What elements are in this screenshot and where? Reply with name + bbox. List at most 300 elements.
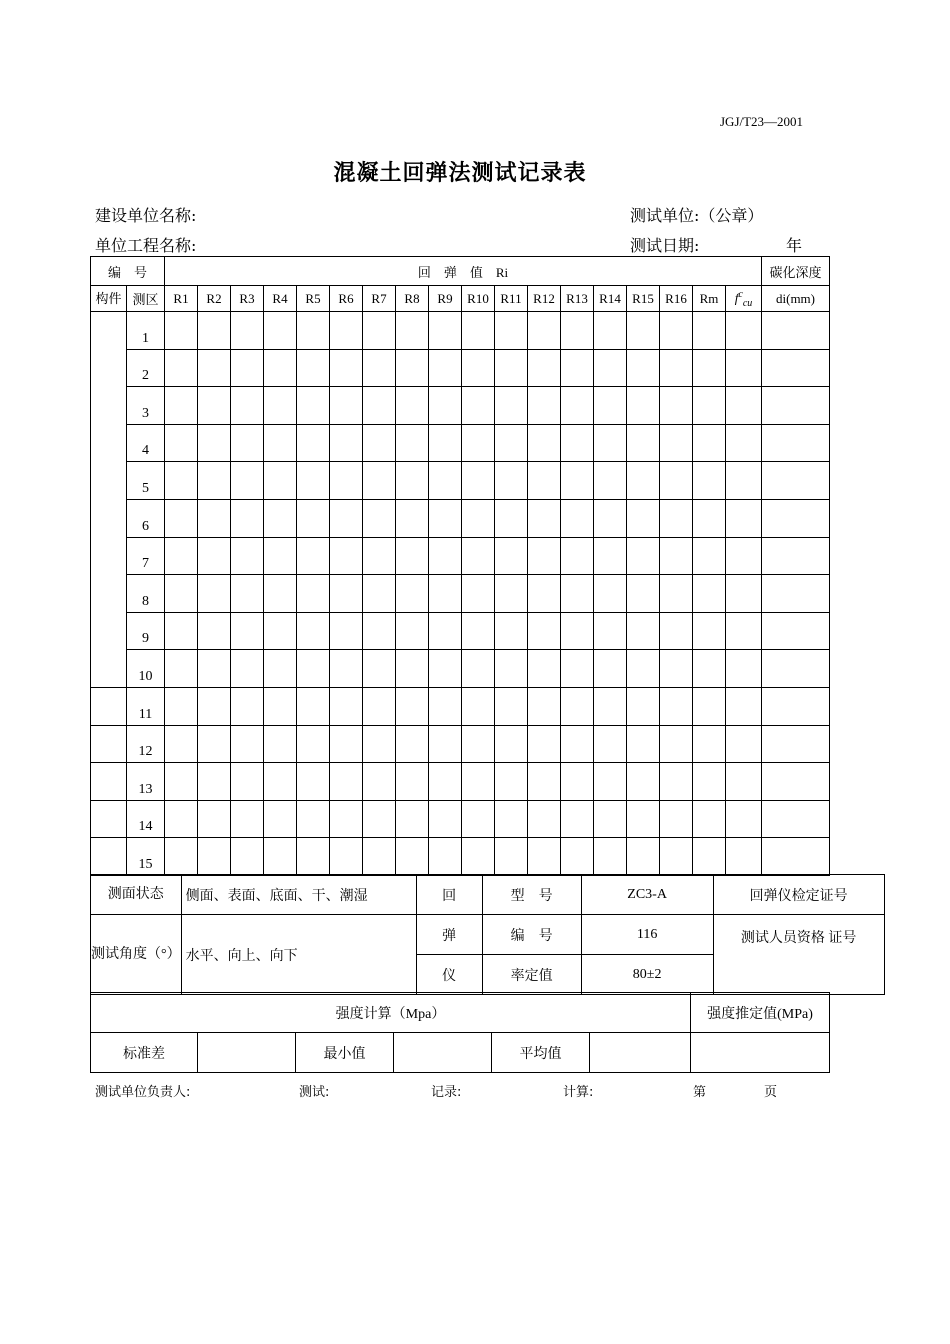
value-cell[interactable] bbox=[462, 499, 495, 537]
value-cell[interactable] bbox=[594, 499, 627, 537]
value-cell[interactable] bbox=[429, 763, 462, 801]
value-cell[interactable] bbox=[594, 387, 627, 425]
std-dev-value[interactable] bbox=[198, 1033, 296, 1073]
value-cell[interactable] bbox=[561, 424, 594, 462]
value-cell[interactable] bbox=[231, 687, 264, 725]
value-cell[interactable] bbox=[594, 838, 627, 876]
value-cell[interactable] bbox=[528, 499, 561, 537]
value-cell[interactable] bbox=[561, 725, 594, 763]
value-cell[interactable] bbox=[528, 349, 561, 387]
value-cell[interactable] bbox=[264, 800, 297, 838]
value-cell[interactable] bbox=[429, 687, 462, 725]
value-cell[interactable] bbox=[297, 424, 330, 462]
value-cell[interactable] bbox=[264, 537, 297, 575]
value-cell[interactable] bbox=[297, 650, 330, 688]
value-cell[interactable] bbox=[660, 800, 693, 838]
value-cell[interactable] bbox=[693, 838, 726, 876]
value-cell[interactable] bbox=[726, 387, 762, 425]
value-cell[interactable] bbox=[198, 838, 231, 876]
value-cell[interactable] bbox=[363, 424, 396, 462]
value-cell[interactable] bbox=[462, 725, 495, 763]
value-cell[interactable] bbox=[627, 725, 660, 763]
value-cell[interactable] bbox=[495, 575, 528, 613]
component-cell[interactable] bbox=[91, 763, 127, 801]
value-cell[interactable] bbox=[330, 800, 363, 838]
value-cell[interactable] bbox=[528, 537, 561, 575]
value-cell[interactable] bbox=[231, 499, 264, 537]
value-cell[interactable] bbox=[165, 725, 198, 763]
value-cell[interactable] bbox=[429, 462, 462, 500]
value-cell[interactable] bbox=[495, 537, 528, 575]
value-cell[interactable] bbox=[198, 387, 231, 425]
value-cell[interactable] bbox=[264, 763, 297, 801]
value-cell[interactable] bbox=[297, 575, 330, 613]
value-cell[interactable] bbox=[330, 650, 363, 688]
value-cell[interactable] bbox=[726, 763, 762, 801]
value-cell[interactable] bbox=[627, 462, 660, 500]
value-cell[interactable] bbox=[660, 763, 693, 801]
value-cell[interactable] bbox=[762, 763, 830, 801]
value-cell[interactable] bbox=[330, 499, 363, 537]
value-cell[interactable] bbox=[495, 612, 528, 650]
value-cell[interactable] bbox=[495, 725, 528, 763]
value-cell[interactable] bbox=[231, 387, 264, 425]
value-cell[interactable] bbox=[264, 687, 297, 725]
value-cell[interactable] bbox=[495, 312, 528, 350]
value-cell[interactable] bbox=[693, 349, 726, 387]
value-cell[interactable] bbox=[627, 537, 660, 575]
value-cell[interactable] bbox=[264, 349, 297, 387]
value-cell[interactable] bbox=[528, 687, 561, 725]
value-cell[interactable] bbox=[726, 424, 762, 462]
value-cell[interactable] bbox=[528, 387, 561, 425]
value-cell[interactable] bbox=[363, 763, 396, 801]
value-cell[interactable] bbox=[198, 349, 231, 387]
value-cell[interactable] bbox=[693, 499, 726, 537]
value-cell[interactable] bbox=[528, 763, 561, 801]
value-cell[interactable] bbox=[762, 312, 830, 350]
value-cell[interactable] bbox=[264, 725, 297, 763]
value-cell[interactable] bbox=[363, 387, 396, 425]
value-cell[interactable] bbox=[462, 462, 495, 500]
value-cell[interactable] bbox=[561, 838, 594, 876]
value-cell[interactable] bbox=[198, 462, 231, 500]
value-cell[interactable] bbox=[660, 349, 693, 387]
value-cell[interactable] bbox=[264, 499, 297, 537]
value-cell[interactable] bbox=[627, 800, 660, 838]
value-cell[interactable] bbox=[396, 349, 429, 387]
value-cell[interactable] bbox=[726, 349, 762, 387]
value-cell[interactable] bbox=[594, 725, 627, 763]
value-cell[interactable] bbox=[462, 763, 495, 801]
value-cell[interactable] bbox=[363, 838, 396, 876]
value-cell[interactable] bbox=[396, 800, 429, 838]
value-cell[interactable] bbox=[462, 575, 495, 613]
value-cell[interactable] bbox=[561, 763, 594, 801]
value-cell[interactable] bbox=[462, 650, 495, 688]
value-cell[interactable] bbox=[429, 499, 462, 537]
value-cell[interactable] bbox=[165, 424, 198, 462]
value-cell[interactable] bbox=[264, 612, 297, 650]
value-cell[interactable] bbox=[561, 387, 594, 425]
value-cell[interactable] bbox=[165, 612, 198, 650]
value-cell[interactable] bbox=[363, 650, 396, 688]
value-cell[interactable] bbox=[429, 349, 462, 387]
value-cell[interactable] bbox=[693, 763, 726, 801]
value-cell[interactable] bbox=[528, 800, 561, 838]
value-cell[interactable] bbox=[660, 387, 693, 425]
value-cell[interactable] bbox=[363, 575, 396, 613]
value-cell[interactable] bbox=[462, 312, 495, 350]
value-cell[interactable] bbox=[231, 763, 264, 801]
value-cell[interactable] bbox=[660, 537, 693, 575]
strength-estimate-value[interactable] bbox=[691, 1033, 830, 1073]
value-cell[interactable] bbox=[627, 612, 660, 650]
value-cell[interactable] bbox=[198, 499, 231, 537]
value-cell[interactable] bbox=[495, 424, 528, 462]
value-cell[interactable] bbox=[297, 612, 330, 650]
value-cell[interactable] bbox=[726, 725, 762, 763]
value-cell[interactable] bbox=[762, 499, 830, 537]
value-cell[interactable] bbox=[462, 424, 495, 462]
value-cell[interactable] bbox=[726, 499, 762, 537]
value-cell[interactable] bbox=[528, 838, 561, 876]
value-cell[interactable] bbox=[627, 499, 660, 537]
value-cell[interactable] bbox=[231, 462, 264, 500]
value-cell[interactable] bbox=[330, 349, 363, 387]
value-cell[interactable] bbox=[726, 537, 762, 575]
value-cell[interactable] bbox=[561, 499, 594, 537]
value-cell[interactable] bbox=[528, 312, 561, 350]
value-cell[interactable] bbox=[693, 687, 726, 725]
value-cell[interactable] bbox=[594, 462, 627, 500]
value-cell[interactable] bbox=[762, 462, 830, 500]
value-cell[interactable] bbox=[495, 499, 528, 537]
value-cell[interactable] bbox=[462, 537, 495, 575]
value-cell[interactable] bbox=[198, 687, 231, 725]
value-cell[interactable] bbox=[594, 763, 627, 801]
value-cell[interactable] bbox=[495, 763, 528, 801]
value-cell[interactable] bbox=[330, 725, 363, 763]
value-cell[interactable] bbox=[561, 575, 594, 613]
value-cell[interactable] bbox=[462, 612, 495, 650]
value-cell[interactable] bbox=[264, 462, 297, 500]
value-cell[interactable] bbox=[660, 575, 693, 613]
value-cell[interactable] bbox=[396, 687, 429, 725]
value-cell[interactable] bbox=[198, 424, 231, 462]
value-cell[interactable] bbox=[627, 763, 660, 801]
value-cell[interactable] bbox=[264, 387, 297, 425]
value-cell[interactable] bbox=[594, 650, 627, 688]
value-cell[interactable] bbox=[726, 838, 762, 876]
value-cell[interactable] bbox=[429, 612, 462, 650]
value-cell[interactable] bbox=[165, 687, 198, 725]
value-cell[interactable] bbox=[594, 312, 627, 350]
value-cell[interactable] bbox=[297, 838, 330, 876]
value-cell[interactable] bbox=[561, 312, 594, 350]
value-cell[interactable] bbox=[594, 424, 627, 462]
value-cell[interactable] bbox=[762, 687, 830, 725]
rebound-header: 回 弹 值 Ri bbox=[165, 257, 762, 286]
value-cell[interactable] bbox=[363, 537, 396, 575]
value-cell[interactable] bbox=[396, 612, 429, 650]
value-cell[interactable] bbox=[627, 687, 660, 725]
value-cell[interactable] bbox=[495, 800, 528, 838]
value-cell[interactable] bbox=[660, 612, 693, 650]
value-cell[interactable] bbox=[231, 349, 264, 387]
value-cell[interactable] bbox=[693, 462, 726, 500]
value-cell[interactable] bbox=[396, 499, 429, 537]
value-cell[interactable] bbox=[198, 650, 231, 688]
value-cell[interactable] bbox=[429, 387, 462, 425]
value-cell[interactable] bbox=[495, 349, 528, 387]
value-cell[interactable] bbox=[165, 800, 198, 838]
value-cell[interactable] bbox=[363, 687, 396, 725]
value-cell[interactable] bbox=[363, 312, 396, 350]
value-cell[interactable] bbox=[396, 424, 429, 462]
value-cell[interactable] bbox=[297, 462, 330, 500]
value-cell[interactable] bbox=[495, 462, 528, 500]
value-cell[interactable] bbox=[429, 650, 462, 688]
component-cell[interactable] bbox=[91, 725, 127, 763]
value-cell[interactable] bbox=[693, 575, 726, 613]
value-cell[interactable] bbox=[165, 499, 198, 537]
value-cell[interactable] bbox=[231, 650, 264, 688]
value-cell[interactable] bbox=[726, 800, 762, 838]
value-cell[interactable] bbox=[297, 499, 330, 537]
value-cell[interactable] bbox=[561, 687, 594, 725]
value-cell[interactable] bbox=[165, 575, 198, 613]
value-cell[interactable] bbox=[627, 387, 660, 425]
value-cell[interactable] bbox=[594, 687, 627, 725]
instrument-detail-table bbox=[90, 874, 885, 995]
value-cell[interactable] bbox=[231, 800, 264, 838]
value-cell[interactable] bbox=[660, 687, 693, 725]
value-cell[interactable] bbox=[561, 650, 594, 688]
value-cell[interactable] bbox=[627, 312, 660, 350]
value-cell[interactable] bbox=[528, 612, 561, 650]
value-cell[interactable] bbox=[660, 312, 693, 350]
value-cell[interactable] bbox=[528, 424, 561, 462]
value-cell[interactable] bbox=[396, 838, 429, 876]
value-cell[interactable] bbox=[330, 424, 363, 462]
value-cell[interactable] bbox=[198, 612, 231, 650]
value-cell[interactable] bbox=[762, 387, 830, 425]
value-cell[interactable] bbox=[330, 537, 363, 575]
value-cell[interactable] bbox=[762, 537, 830, 575]
value-cell[interactable] bbox=[396, 537, 429, 575]
value-cell[interactable] bbox=[429, 312, 462, 350]
value-cell[interactable] bbox=[693, 312, 726, 350]
value-cell[interactable] bbox=[762, 349, 830, 387]
value-cell[interactable] bbox=[264, 575, 297, 613]
value-cell[interactable] bbox=[198, 312, 231, 350]
value-cell[interactable] bbox=[627, 349, 660, 387]
value-cell[interactable] bbox=[198, 575, 231, 613]
value-cell[interactable] bbox=[396, 462, 429, 500]
component-cell[interactable] bbox=[91, 838, 127, 876]
value-cell[interactable] bbox=[528, 575, 561, 613]
value-cell[interactable] bbox=[528, 650, 561, 688]
value-cell[interactable] bbox=[495, 650, 528, 688]
value-cell[interactable] bbox=[297, 687, 330, 725]
value-cell[interactable] bbox=[462, 800, 495, 838]
component-cell[interactable] bbox=[91, 312, 127, 688]
value-cell[interactable] bbox=[594, 575, 627, 613]
avg-value[interactable] bbox=[590, 1033, 691, 1073]
value-cell[interactable] bbox=[660, 838, 693, 876]
value-cell[interactable] bbox=[165, 387, 198, 425]
value-cell[interactable] bbox=[762, 575, 830, 613]
value-cell[interactable] bbox=[396, 650, 429, 688]
value-cell[interactable] bbox=[231, 312, 264, 350]
value-cell[interactable] bbox=[264, 650, 297, 688]
value-cell[interactable] bbox=[627, 575, 660, 613]
value-cell[interactable] bbox=[363, 612, 396, 650]
value-cell[interactable] bbox=[429, 800, 462, 838]
value-cell[interactable] bbox=[198, 763, 231, 801]
value-cell[interactable] bbox=[660, 650, 693, 688]
value-cell[interactable] bbox=[660, 725, 693, 763]
value-cell[interactable] bbox=[660, 499, 693, 537]
value-cell[interactable] bbox=[627, 838, 660, 876]
value-cell[interactable] bbox=[762, 725, 830, 763]
value-cell[interactable] bbox=[594, 800, 627, 838]
value-cell[interactable] bbox=[762, 612, 830, 650]
value-cell[interactable] bbox=[297, 537, 330, 575]
value-cell[interactable] bbox=[660, 424, 693, 462]
value-cell[interactable] bbox=[231, 424, 264, 462]
value-cell[interactable] bbox=[165, 349, 198, 387]
value-cell[interactable] bbox=[330, 312, 363, 350]
value-cell[interactable] bbox=[165, 537, 198, 575]
value-cell[interactable] bbox=[396, 575, 429, 613]
value-cell[interactable] bbox=[693, 537, 726, 575]
value-cell[interactable] bbox=[330, 612, 363, 650]
value-cell[interactable] bbox=[231, 612, 264, 650]
value-cell[interactable] bbox=[693, 650, 726, 688]
value-cell[interactable] bbox=[528, 462, 561, 500]
value-cell[interactable] bbox=[198, 537, 231, 575]
value-cell[interactable] bbox=[462, 387, 495, 425]
table-row bbox=[91, 537, 830, 575]
value-cell[interactable] bbox=[627, 424, 660, 462]
value-cell[interactable] bbox=[297, 763, 330, 801]
min-value[interactable] bbox=[394, 1033, 492, 1073]
value-cell[interactable] bbox=[198, 725, 231, 763]
value-cell[interactable] bbox=[330, 687, 363, 725]
value-cell[interactable] bbox=[363, 349, 396, 387]
value-cell[interactable] bbox=[297, 725, 330, 763]
value-cell[interactable] bbox=[330, 575, 363, 613]
value-cell[interactable] bbox=[726, 612, 762, 650]
value-cell[interactable] bbox=[429, 424, 462, 462]
footer-page-prefix: 第 bbox=[693, 1085, 707, 1100]
value-cell[interactable] bbox=[429, 725, 462, 763]
value-cell[interactable] bbox=[429, 838, 462, 876]
value-cell[interactable] bbox=[396, 312, 429, 350]
value-cell[interactable] bbox=[561, 537, 594, 575]
value-cell[interactable] bbox=[594, 349, 627, 387]
value-cell[interactable] bbox=[561, 462, 594, 500]
value-cell[interactable] bbox=[396, 725, 429, 763]
col-header-r14: R14 bbox=[594, 286, 627, 312]
value-cell[interactable] bbox=[660, 462, 693, 500]
value-cell[interactable] bbox=[231, 838, 264, 876]
value-cell[interactable] bbox=[627, 650, 660, 688]
value-cell[interactable] bbox=[165, 462, 198, 500]
value-cell[interactable] bbox=[363, 725, 396, 763]
value-cell[interactable] bbox=[594, 537, 627, 575]
value-cell[interactable] bbox=[693, 725, 726, 763]
value-cell[interactable] bbox=[762, 650, 830, 688]
value-cell[interactable] bbox=[726, 687, 762, 725]
value-cell[interactable] bbox=[297, 800, 330, 838]
value-cell[interactable] bbox=[561, 349, 594, 387]
value-cell[interactable] bbox=[726, 462, 762, 500]
value-cell[interactable] bbox=[264, 312, 297, 350]
value-cell[interactable] bbox=[462, 349, 495, 387]
value-cell[interactable] bbox=[396, 387, 429, 425]
value-cell[interactable] bbox=[693, 800, 726, 838]
value-cell[interactable] bbox=[297, 312, 330, 350]
value-cell[interactable] bbox=[495, 387, 528, 425]
value-cell[interactable] bbox=[528, 725, 561, 763]
value-cell[interactable] bbox=[561, 800, 594, 838]
value-cell[interactable] bbox=[363, 800, 396, 838]
value-cell[interactable] bbox=[198, 800, 231, 838]
value-cell[interactable] bbox=[231, 575, 264, 613]
value-cell[interactable] bbox=[726, 312, 762, 350]
value-cell[interactable] bbox=[594, 612, 627, 650]
value-cell[interactable] bbox=[297, 349, 330, 387]
value-cell[interactable] bbox=[762, 800, 830, 838]
value-cell[interactable] bbox=[693, 387, 726, 425]
value-cell[interactable] bbox=[297, 387, 330, 425]
value-cell[interactable] bbox=[693, 424, 726, 462]
value-cell[interactable] bbox=[561, 612, 594, 650]
value-cell[interactable] bbox=[264, 838, 297, 876]
value-cell[interactable] bbox=[462, 838, 495, 876]
value-cell[interactable] bbox=[165, 650, 198, 688]
component-cell[interactable] bbox=[91, 687, 127, 725]
value-cell[interactable] bbox=[693, 612, 726, 650]
value-cell[interactable] bbox=[726, 575, 762, 613]
value-cell[interactable] bbox=[762, 424, 830, 462]
value-cell[interactable] bbox=[330, 838, 363, 876]
value-cell[interactable] bbox=[330, 763, 363, 801]
value-cell[interactable] bbox=[495, 838, 528, 876]
value-cell[interactable] bbox=[429, 575, 462, 613]
value-cell[interactable] bbox=[165, 838, 198, 876]
value-cell[interactable] bbox=[762, 838, 830, 876]
value-cell[interactable] bbox=[231, 537, 264, 575]
value-cell[interactable] bbox=[429, 537, 462, 575]
component-cell[interactable] bbox=[91, 800, 127, 838]
value-cell[interactable] bbox=[330, 462, 363, 500]
value-cell[interactable] bbox=[726, 650, 762, 688]
value-cell[interactable] bbox=[462, 687, 495, 725]
value-cell[interactable] bbox=[363, 462, 396, 500]
value-cell[interactable] bbox=[330, 387, 363, 425]
value-cell[interactable] bbox=[495, 687, 528, 725]
value-cell[interactable] bbox=[396, 763, 429, 801]
value-cell[interactable] bbox=[363, 499, 396, 537]
value-cell[interactable] bbox=[165, 312, 198, 350]
value-cell[interactable] bbox=[231, 725, 264, 763]
value-cell[interactable] bbox=[264, 424, 297, 462]
value-cell[interactable] bbox=[165, 763, 198, 801]
